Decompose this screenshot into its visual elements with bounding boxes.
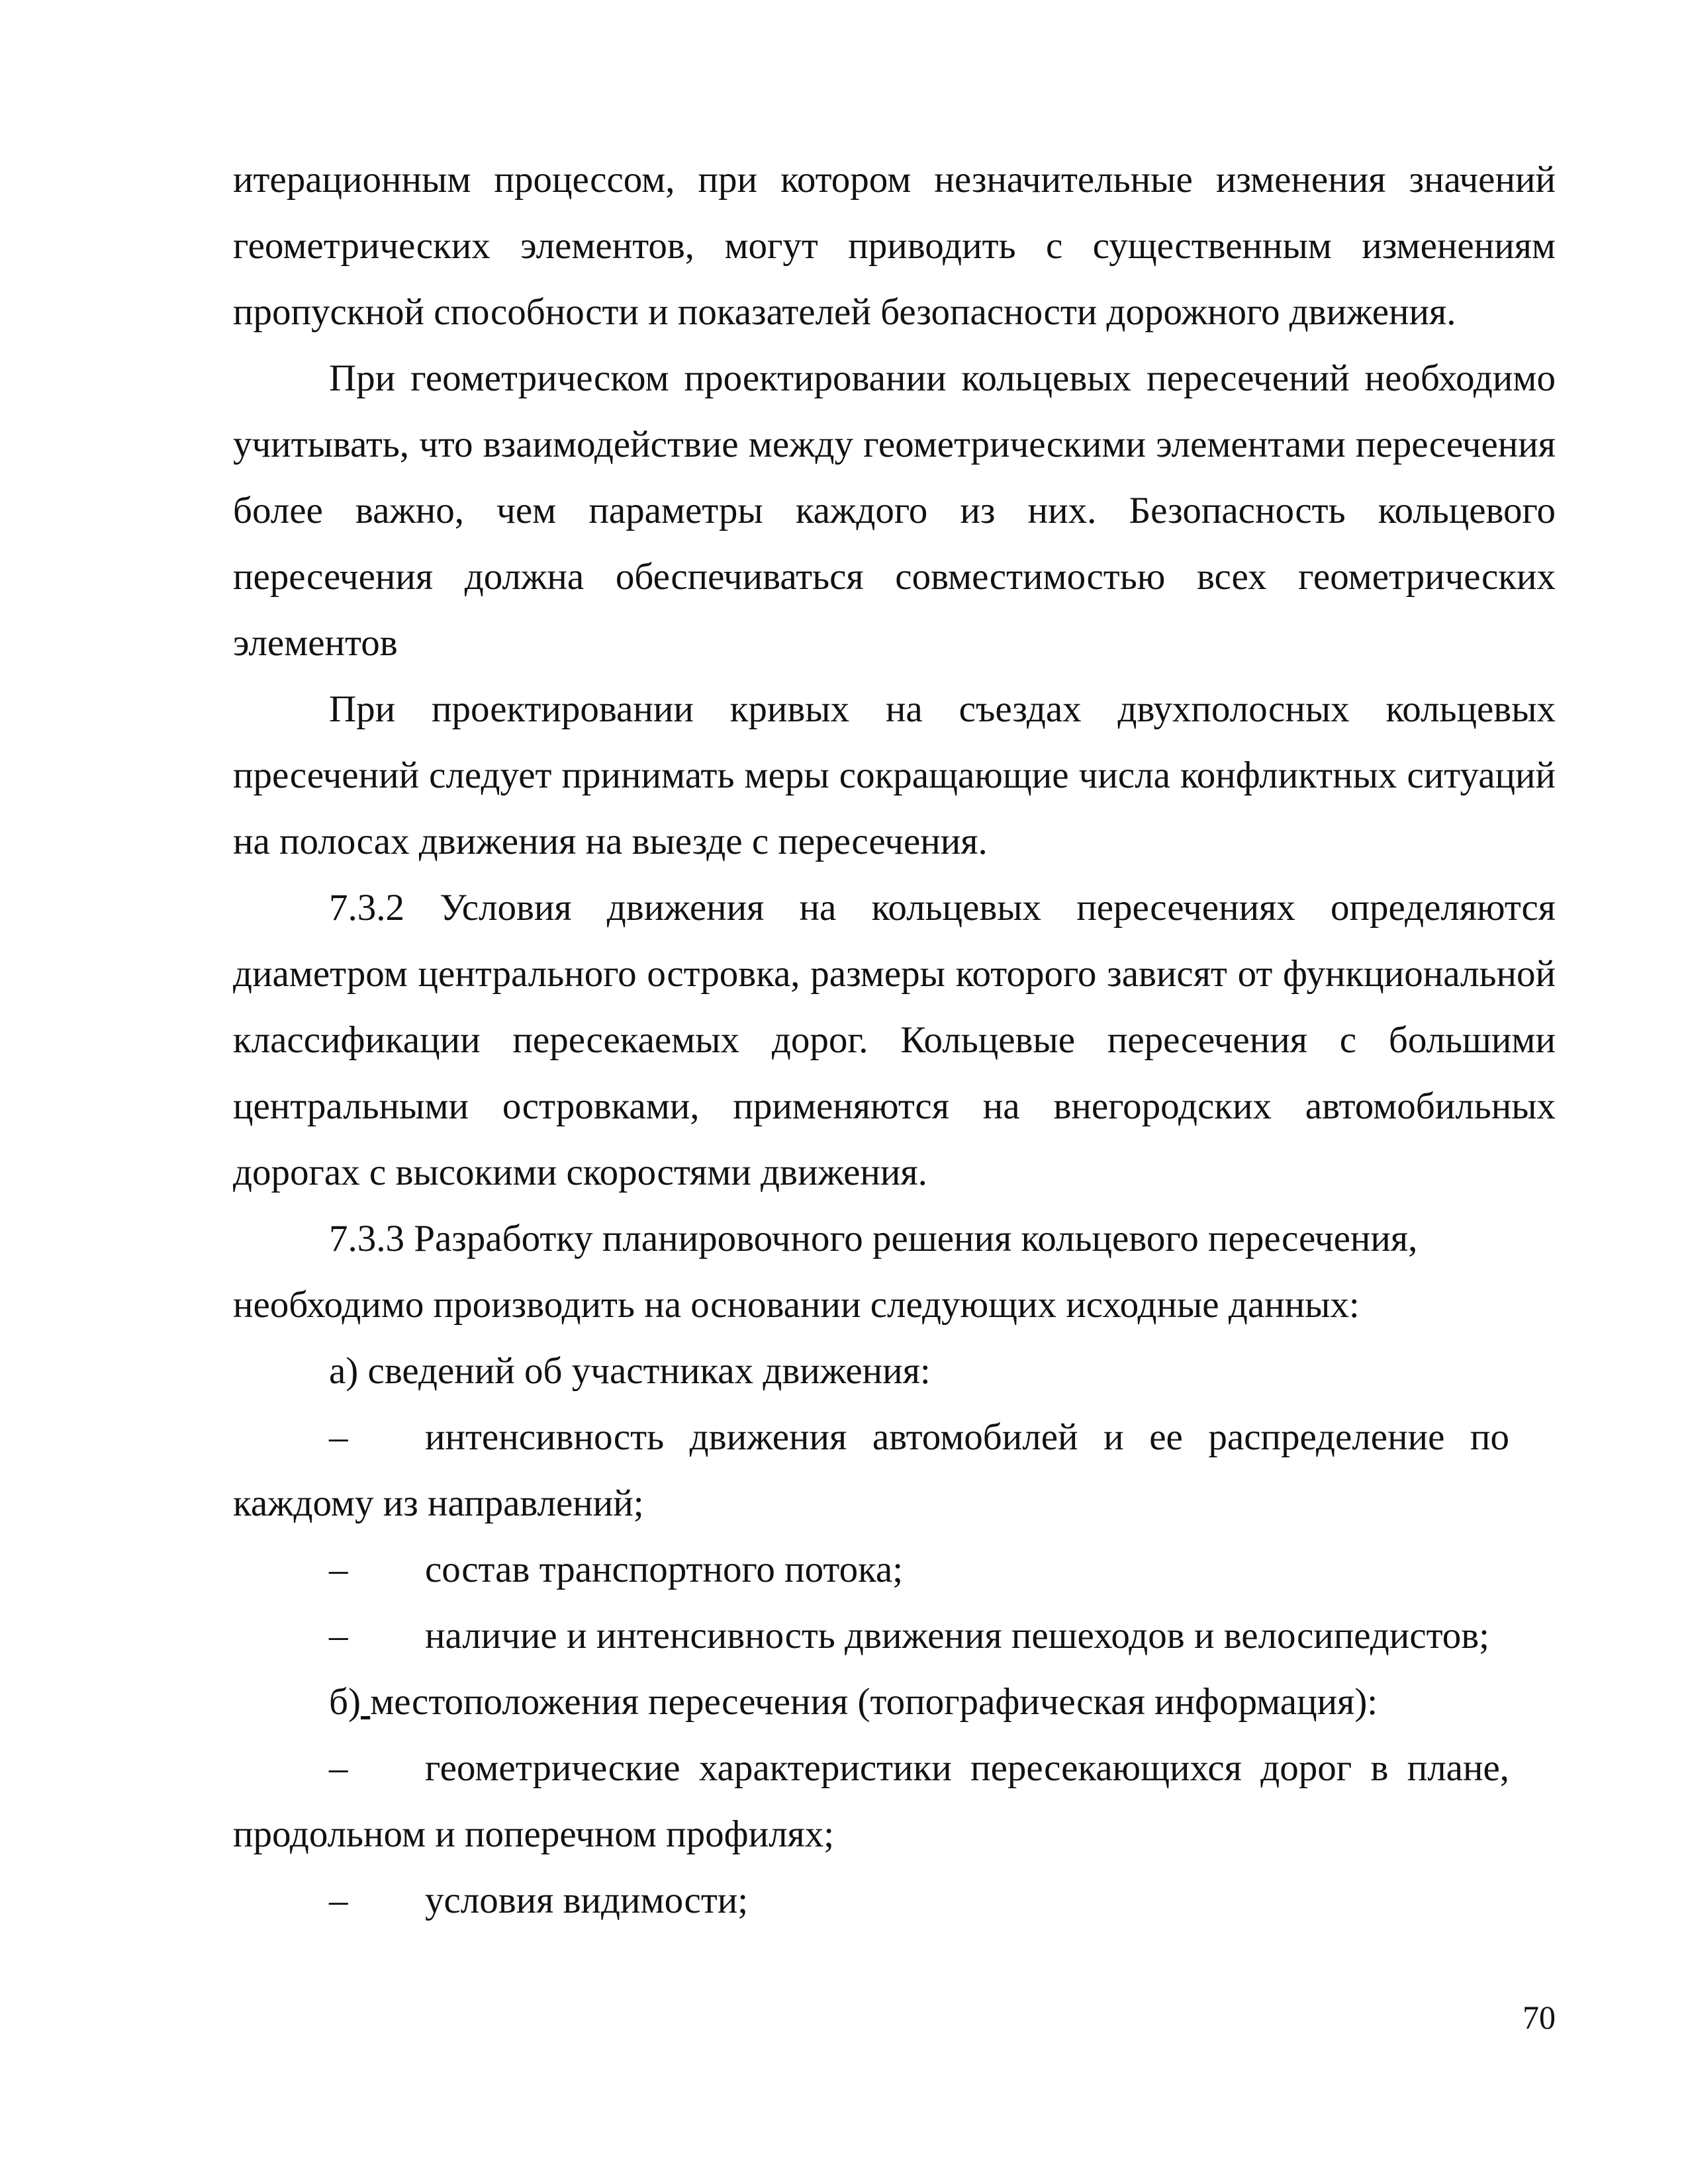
- section-b-prefix: б): [329, 1681, 361, 1723]
- list-item: [233, 1537, 1556, 1603]
- paragraph-continuation: итерационным процессом, при котором незначительные изменения значений геометрических элементов, могут приводить с существенным изменениям пропускной способности и показателей безопасности дорожного движения.: [233, 159, 1556, 333]
- dash-bullet: –: [329, 1615, 348, 1657]
- paragraph-b-location: [233, 1669, 1556, 1735]
- paragraph-geometric-design: При геометрическом проектировании кольцевых пересечений необходимо учитывать, что взаимодействие между геометрическими элементами пересечения более важно, чем параметры каждого из них. Безопасность кольцевого пересечения должна обеспечиваться совместимостью всех геометрических элементов: [233, 357, 1556, 664]
- dash-bullet: –: [329, 1747, 348, 1789]
- body-text: [233, 147, 1556, 1934]
- list-item-text: интенсивность движения автомобилей и ее распределение по каждому из направлений;: [233, 1416, 1509, 1524]
- list-item: [233, 1404, 1509, 1537]
- dash-bullet: –: [329, 1416, 348, 1458]
- list-item-text: наличие и интенсивность движения пешеходов и велосипедистов;: [425, 1615, 1490, 1657]
- section-b-text: местоположения пересечения (топографическая информация):: [370, 1681, 1378, 1723]
- dash-bullet: –: [329, 1880, 348, 1921]
- paragraph-7-3-3: 7.3.3 Разработку планировочного решения кольцевого пересечения, необходимо производить на основании следующих исходные данных:: [233, 1218, 1418, 1326]
- list-item: [233, 1735, 1509, 1868]
- paragraph-curves-exits: При проектировании кривых на съездах двухполосных кольцевых пресечений следует принимать меры сокращающие числа конфликтных ситуаций на полосах движения на выезде с пересечения.: [233, 688, 1556, 862]
- list-item-text: геометрические характеристики пересекающихся дорог в плане, продольном и поперечном профилях;: [233, 1747, 1509, 1855]
- list-item: [233, 1603, 1556, 1669]
- page-number: 70: [1523, 1999, 1556, 2036]
- list-item-text: состав транспортного потока;: [425, 1549, 904, 1590]
- list-item-text: условия видимости;: [425, 1880, 749, 1921]
- paragraph-a-participants: а) сведений об участниках движения:: [329, 1350, 931, 1392]
- section-b-gap: [361, 1681, 370, 1723]
- list-item: [233, 1868, 1556, 1934]
- paragraph-7-3-2: 7.3.2 Условия движения на кольцевых пересечениях определяются диаметром центрального островка, размеры которого зависят от функциональной классификации пересекаемых дорог. Кольцевые пересечения с большими центральными островками, применяются на внегородских автомобильных дорогах с высокими скоростями движения.: [233, 887, 1556, 1193]
- dash-bullet: –: [329, 1549, 348, 1590]
